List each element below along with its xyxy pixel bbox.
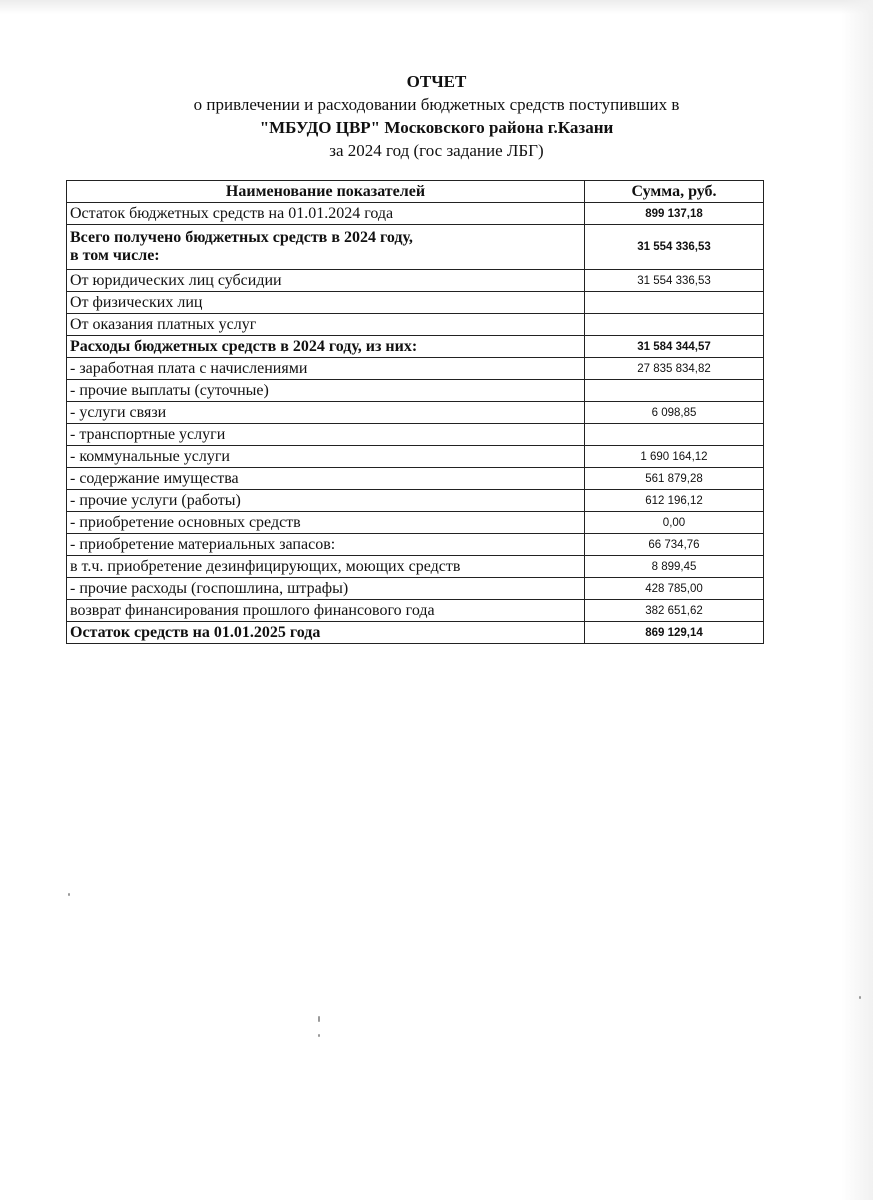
report-period: за 2024 год (гос задание ЛБГ) xyxy=(329,141,544,160)
row-name: Расходы бюджетных средств в 2024 году, из них: xyxy=(67,336,585,358)
header-amount: Сумма, руб. xyxy=(585,181,764,203)
report-table xyxy=(66,180,764,644)
table-header-row xyxy=(67,181,764,203)
row-name: возврат финансирования прошлого финансового года xyxy=(67,600,585,622)
row-name: От физических лиц xyxy=(67,292,585,314)
row-amount: 382 651,62 xyxy=(585,600,764,622)
table-row xyxy=(67,622,764,644)
row-name: - транспортные услуги xyxy=(67,424,585,446)
row-amount: 31 554 336,53 xyxy=(585,270,764,292)
table-row xyxy=(67,292,764,314)
row-name-line1: Всего получено бюджетных средств в 2024 году, xyxy=(70,229,413,246)
table-row xyxy=(67,424,764,446)
row-amount: 27 835 834,82 xyxy=(585,358,764,380)
row-name: - услуги связи xyxy=(67,402,585,424)
table-row xyxy=(67,534,764,556)
row-amount: 66 734,76 xyxy=(585,534,764,556)
row-name: в т.ч. приобретение дезинфицирующих, моющих средств xyxy=(67,556,585,578)
row-amount: 8 899,45 xyxy=(585,556,764,578)
row-amount: 899 137,18 xyxy=(585,203,764,225)
header-name: Наименование показателей xyxy=(67,181,585,203)
organization-name: "МБУДО ЦВР" Московского района г.Казани xyxy=(259,118,614,137)
row-name: - прочие выплаты (суточные) xyxy=(67,380,585,402)
row-name-line2: в том числе: xyxy=(70,247,160,264)
row-amount: 612 196,12 xyxy=(585,490,764,512)
table-row xyxy=(67,225,764,270)
row-amount xyxy=(585,314,764,336)
table-row xyxy=(67,556,764,578)
table-row xyxy=(67,402,764,424)
table-row xyxy=(67,578,764,600)
table-row xyxy=(67,600,764,622)
scan-speck xyxy=(318,1034,320,1037)
table-row xyxy=(67,314,764,336)
row-amount: 6 098,85 xyxy=(585,402,764,424)
table-row xyxy=(67,358,764,380)
row-amount: 0,00 xyxy=(585,512,764,534)
row-name: - содержание имущества xyxy=(67,468,585,490)
table-row xyxy=(67,512,764,534)
table-row xyxy=(67,380,764,402)
row-name: - заработная плата с начислениями xyxy=(67,358,585,380)
row-name: - коммунальные услуги xyxy=(67,446,585,468)
table-row xyxy=(67,203,764,225)
row-name: - приобретение материальных запасов: xyxy=(67,534,585,556)
row-amount: 1 690 164,12 xyxy=(585,446,764,468)
table-row xyxy=(67,446,764,468)
row-name: - приобретение основных средств xyxy=(67,512,585,534)
row-name: - прочие услуги (работы) xyxy=(67,490,585,512)
scan-speck xyxy=(318,1016,320,1022)
scan-speck xyxy=(859,996,861,999)
row-amount: 561 879,28 xyxy=(585,468,764,490)
row-name: Остаток средств на 01.01.2025 года xyxy=(67,622,585,644)
report-subtitle: о привлечении и расходовании бюджетных средств поступивших в xyxy=(193,95,680,114)
row-amount: 31 584 344,57 xyxy=(585,336,764,358)
row-amount: 869 129,14 xyxy=(585,622,764,644)
row-amount xyxy=(585,292,764,314)
row-name: От юридических лиц субсидии xyxy=(67,270,585,292)
scan-top-edge xyxy=(0,0,873,14)
row-amount: 31 554 336,53 xyxy=(585,225,764,270)
row-name: Остаток бюджетных средств на 01.01.2024 года xyxy=(67,203,585,225)
report-header xyxy=(0,70,873,162)
scan-speck xyxy=(68,893,70,896)
row-amount xyxy=(585,380,764,402)
row-amount: 428 785,00 xyxy=(585,578,764,600)
row-name: От оказания платных услуг xyxy=(67,314,585,336)
row-name: - прочие расходы (госпошлина, штрафы) xyxy=(67,578,585,600)
table-row xyxy=(67,490,764,512)
row-amount xyxy=(585,424,764,446)
table-row xyxy=(67,336,764,358)
table-row xyxy=(67,270,764,292)
row-name xyxy=(67,225,585,270)
scan-right-edge xyxy=(841,0,873,1200)
table-row xyxy=(67,468,764,490)
report-title: ОТЧЕТ xyxy=(406,72,467,91)
